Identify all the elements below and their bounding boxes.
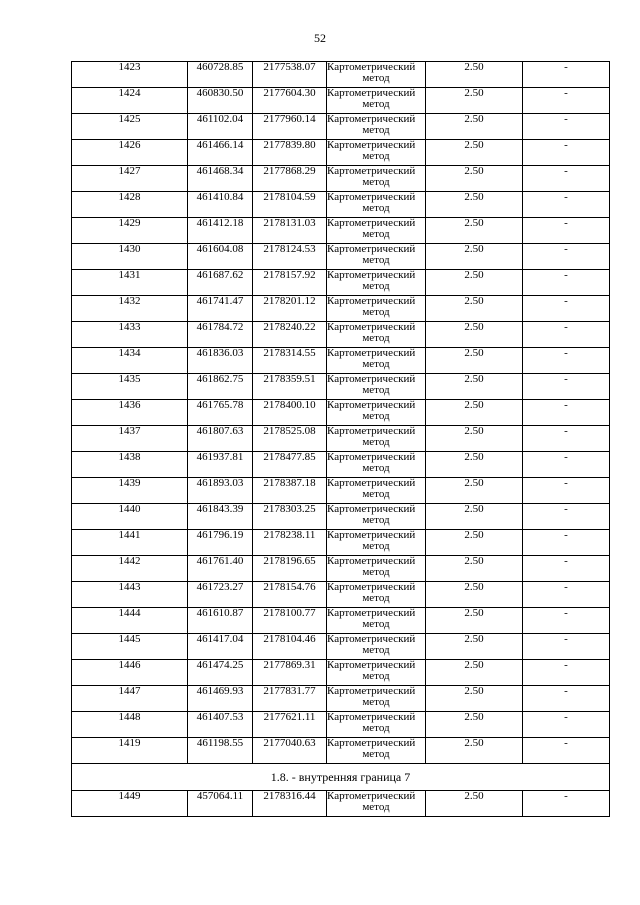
accuracy-cell: 2.50 bbox=[426, 530, 523, 556]
point-number-cell: 1419 bbox=[72, 738, 188, 764]
method-line-2: метод bbox=[362, 150, 390, 162]
y-coordinate-cell: 2177839.80 bbox=[253, 140, 327, 166]
accuracy-cell: 2.50 bbox=[426, 686, 523, 712]
method-line-2: метод bbox=[362, 228, 390, 240]
point-number-cell: 1447 bbox=[72, 686, 188, 712]
note-cell: - bbox=[523, 686, 610, 712]
section-heading: 1.8. - внутренняя граница 7 bbox=[72, 764, 610, 791]
point-number-cell: 1433 bbox=[72, 322, 188, 348]
method-line-2: метод bbox=[362, 436, 390, 448]
table-body-after bbox=[72, 791, 610, 817]
point-number-cell: 1423 bbox=[72, 62, 188, 88]
method-cell bbox=[327, 88, 426, 114]
y-coordinate-cell: 2178400.10 bbox=[253, 400, 327, 426]
table-row bbox=[72, 686, 610, 712]
note-cell: - bbox=[523, 582, 610, 608]
point-number-cell: 1427 bbox=[72, 166, 188, 192]
note-cell: - bbox=[523, 556, 610, 582]
accuracy-cell: 2.50 bbox=[426, 400, 523, 426]
note-cell: - bbox=[523, 270, 610, 296]
accuracy-cell: 2.50 bbox=[426, 374, 523, 400]
y-coordinate-cell: 2178316.44 bbox=[253, 791, 327, 817]
method-line-2: метод bbox=[362, 618, 390, 630]
method-cell bbox=[327, 114, 426, 140]
point-number-cell: 1439 bbox=[72, 478, 188, 504]
method-line-1: Картометрический bbox=[327, 555, 416, 567]
y-coordinate-cell: 2177621.11 bbox=[253, 712, 327, 738]
accuracy-cell: 2.50 bbox=[426, 140, 523, 166]
table-row bbox=[72, 791, 610, 817]
table-row bbox=[72, 322, 610, 348]
point-number-cell: 1445 bbox=[72, 634, 188, 660]
method-cell bbox=[327, 192, 426, 218]
point-number-cell: 1443 bbox=[72, 582, 188, 608]
method-line-1: Картометрический bbox=[327, 373, 416, 385]
accuracy-cell: 2.50 bbox=[426, 62, 523, 88]
method-line-2: метод bbox=[362, 306, 390, 318]
method-line-1: Картометрический bbox=[327, 659, 416, 671]
note-cell: - bbox=[523, 712, 610, 738]
table-row bbox=[72, 140, 610, 166]
coordinates-table bbox=[71, 61, 610, 817]
method-cell bbox=[327, 62, 426, 88]
table-row bbox=[72, 582, 610, 608]
method-cell bbox=[327, 582, 426, 608]
y-coordinate-cell: 2178477.85 bbox=[253, 452, 327, 478]
x-coordinate-cell: 460728.85 bbox=[188, 62, 253, 88]
note-cell: - bbox=[523, 244, 610, 270]
accuracy-cell: 2.50 bbox=[426, 192, 523, 218]
y-coordinate-cell: 2178201.12 bbox=[253, 296, 327, 322]
method-cell bbox=[327, 712, 426, 738]
point-number-cell: 1438 bbox=[72, 452, 188, 478]
note-cell: - bbox=[523, 296, 610, 322]
note-cell: - bbox=[523, 426, 610, 452]
method-line-2: метод bbox=[362, 801, 390, 813]
y-coordinate-cell: 2178359.51 bbox=[253, 374, 327, 400]
method-line-2: метод bbox=[362, 670, 390, 682]
method-cell bbox=[327, 166, 426, 192]
x-coordinate-cell: 461761.40 bbox=[188, 556, 253, 582]
table-row bbox=[72, 296, 610, 322]
method-line-2: метод bbox=[362, 514, 390, 526]
y-coordinate-cell: 2178100.77 bbox=[253, 608, 327, 634]
method-line-1: Картометрический bbox=[327, 790, 416, 802]
accuracy-cell: 2.50 bbox=[426, 166, 523, 192]
accuracy-cell: 2.50 bbox=[426, 348, 523, 374]
point-number-cell: 1431 bbox=[72, 270, 188, 296]
method-line-2: метод bbox=[362, 280, 390, 292]
x-coordinate-cell: 461466.14 bbox=[188, 140, 253, 166]
table-row bbox=[72, 244, 610, 270]
y-coordinate-cell: 2178238.11 bbox=[253, 530, 327, 556]
method-line-1: Картометрический bbox=[327, 243, 416, 255]
table-row bbox=[72, 270, 610, 296]
point-number-cell: 1442 bbox=[72, 556, 188, 582]
method-line-2: метод bbox=[362, 72, 390, 84]
y-coordinate-cell: 2178303.25 bbox=[253, 504, 327, 530]
y-coordinate-cell: 2178196.65 bbox=[253, 556, 327, 582]
method-line-1: Картометрический bbox=[327, 165, 416, 177]
point-number-cell: 1440 bbox=[72, 504, 188, 530]
note-cell: - bbox=[523, 608, 610, 634]
point-number-cell: 1426 bbox=[72, 140, 188, 166]
accuracy-cell: 2.50 bbox=[426, 426, 523, 452]
note-cell: - bbox=[523, 166, 610, 192]
note-cell: - bbox=[523, 192, 610, 218]
table-row bbox=[72, 478, 610, 504]
method-line-1: Картометрический bbox=[327, 581, 416, 593]
method-line-1: Картометрический bbox=[327, 347, 416, 359]
x-coordinate-cell: 461741.47 bbox=[188, 296, 253, 322]
x-coordinate-cell: 461784.72 bbox=[188, 322, 253, 348]
method-line-2: метод bbox=[362, 176, 390, 188]
point-number-cell: 1441 bbox=[72, 530, 188, 556]
method-line-2: метод bbox=[362, 332, 390, 344]
method-line-2: метод bbox=[362, 384, 390, 396]
accuracy-cell: 2.50 bbox=[426, 738, 523, 764]
y-coordinate-cell: 2177960.14 bbox=[253, 114, 327, 140]
table-row bbox=[72, 166, 610, 192]
point-number-cell: 1429 bbox=[72, 218, 188, 244]
y-coordinate-cell: 2178157.92 bbox=[253, 270, 327, 296]
y-coordinate-cell: 2178525.08 bbox=[253, 426, 327, 452]
table-row bbox=[72, 634, 610, 660]
method-line-1: Картометрический bbox=[327, 607, 416, 619]
table-row bbox=[72, 556, 610, 582]
table-row bbox=[72, 348, 610, 374]
note-cell: - bbox=[523, 530, 610, 556]
y-coordinate-cell: 2177538.07 bbox=[253, 62, 327, 88]
accuracy-cell: 2.50 bbox=[426, 452, 523, 478]
point-number-cell: 1428 bbox=[72, 192, 188, 218]
method-cell bbox=[327, 270, 426, 296]
note-cell: - bbox=[523, 322, 610, 348]
method-line-1: Картометрический bbox=[327, 737, 416, 749]
method-line-1: Картометрический bbox=[327, 633, 416, 645]
y-coordinate-cell: 2177604.30 bbox=[253, 88, 327, 114]
accuracy-cell: 2.50 bbox=[426, 478, 523, 504]
accuracy-cell: 2.50 bbox=[426, 270, 523, 296]
method-cell bbox=[327, 608, 426, 634]
method-cell bbox=[327, 504, 426, 530]
method-line-1: Картометрический bbox=[327, 503, 416, 515]
note-cell: - bbox=[523, 791, 610, 817]
method-line-1: Картометрический bbox=[327, 61, 416, 73]
method-cell bbox=[327, 791, 426, 817]
point-number-cell: 1449 bbox=[72, 791, 188, 817]
method-line-1: Картометрический bbox=[327, 295, 416, 307]
x-coordinate-cell: 461407.53 bbox=[188, 712, 253, 738]
table-row bbox=[72, 62, 610, 88]
method-cell bbox=[327, 556, 426, 582]
method-line-1: Картометрический bbox=[327, 529, 416, 541]
method-cell bbox=[327, 634, 426, 660]
method-line-1: Картометрический bbox=[327, 477, 416, 489]
accuracy-cell: 2.50 bbox=[426, 791, 523, 817]
x-coordinate-cell: 461723.27 bbox=[188, 582, 253, 608]
method-line-1: Картометрический bbox=[327, 685, 416, 697]
table-row bbox=[72, 452, 610, 478]
method-line-2: метод bbox=[362, 748, 390, 760]
x-coordinate-cell: 457064.11 bbox=[188, 791, 253, 817]
note-cell: - bbox=[523, 634, 610, 660]
method-line-2: метод bbox=[362, 644, 390, 656]
point-number-cell: 1425 bbox=[72, 114, 188, 140]
method-line-2: метод bbox=[362, 488, 390, 500]
accuracy-cell: 2.50 bbox=[426, 556, 523, 582]
table-row bbox=[72, 426, 610, 452]
x-coordinate-cell: 461469.93 bbox=[188, 686, 253, 712]
method-cell bbox=[327, 660, 426, 686]
table-row bbox=[72, 192, 610, 218]
accuracy-cell: 2.50 bbox=[426, 504, 523, 530]
y-coordinate-cell: 2177868.29 bbox=[253, 166, 327, 192]
method-line-1: Картометрический bbox=[327, 321, 416, 333]
table-row bbox=[72, 608, 610, 634]
method-cell bbox=[327, 400, 426, 426]
table-row bbox=[72, 530, 610, 556]
x-coordinate-cell: 461474.25 bbox=[188, 660, 253, 686]
point-number-cell: 1437 bbox=[72, 426, 188, 452]
method-line-2: метод bbox=[362, 592, 390, 604]
point-number-cell: 1432 bbox=[72, 296, 188, 322]
method-cell bbox=[327, 348, 426, 374]
x-coordinate-cell: 461198.55 bbox=[188, 738, 253, 764]
table-row bbox=[72, 738, 610, 764]
accuracy-cell: 2.50 bbox=[426, 296, 523, 322]
method-line-1: Картометрический bbox=[327, 87, 416, 99]
x-coordinate-cell: 461765.78 bbox=[188, 400, 253, 426]
table-body-before bbox=[72, 62, 610, 764]
accuracy-cell: 2.50 bbox=[426, 218, 523, 244]
note-cell: - bbox=[523, 452, 610, 478]
x-coordinate-cell: 461102.04 bbox=[188, 114, 253, 140]
y-coordinate-cell: 2177831.77 bbox=[253, 686, 327, 712]
note-cell: - bbox=[523, 88, 610, 114]
note-cell: - bbox=[523, 218, 610, 244]
note-cell: - bbox=[523, 660, 610, 686]
x-coordinate-cell: 461604.08 bbox=[188, 244, 253, 270]
table-row bbox=[72, 712, 610, 738]
method-line-2: метод bbox=[362, 98, 390, 110]
method-line-1: Картометрический bbox=[327, 191, 416, 203]
method-line-1: Картометрический bbox=[327, 399, 416, 411]
note-cell: - bbox=[523, 348, 610, 374]
y-coordinate-cell: 2178240.22 bbox=[253, 322, 327, 348]
page-number: 52 bbox=[314, 31, 326, 45]
method-cell bbox=[327, 374, 426, 400]
point-number-cell: 1436 bbox=[72, 400, 188, 426]
accuracy-cell: 2.50 bbox=[426, 244, 523, 270]
method-cell bbox=[327, 478, 426, 504]
x-coordinate-cell: 461843.39 bbox=[188, 504, 253, 530]
method-line-2: метод bbox=[362, 254, 390, 266]
method-line-2: метод bbox=[362, 358, 390, 370]
accuracy-cell: 2.50 bbox=[426, 634, 523, 660]
method-line-1: Картометрический bbox=[327, 217, 416, 229]
table-row bbox=[72, 400, 610, 426]
y-coordinate-cell: 2178387.18 bbox=[253, 478, 327, 504]
method-cell bbox=[327, 426, 426, 452]
accuracy-cell: 2.50 bbox=[426, 608, 523, 634]
accuracy-cell: 2.50 bbox=[426, 712, 523, 738]
method-line-2: метод bbox=[362, 696, 390, 708]
x-coordinate-cell: 461807.63 bbox=[188, 426, 253, 452]
method-line-2: метод bbox=[362, 540, 390, 552]
point-number-cell: 1444 bbox=[72, 608, 188, 634]
table-row bbox=[72, 660, 610, 686]
x-coordinate-cell: 461410.84 bbox=[188, 192, 253, 218]
point-number-cell: 1424 bbox=[72, 88, 188, 114]
note-cell: - bbox=[523, 140, 610, 166]
accuracy-cell: 2.50 bbox=[426, 322, 523, 348]
method-cell bbox=[327, 452, 426, 478]
x-coordinate-cell: 460830.50 bbox=[188, 88, 253, 114]
method-cell bbox=[327, 140, 426, 166]
method-line-2: метод bbox=[362, 566, 390, 578]
y-coordinate-cell: 2178124.53 bbox=[253, 244, 327, 270]
method-line-1: Картометрический bbox=[327, 425, 416, 437]
accuracy-cell: 2.50 bbox=[426, 114, 523, 140]
table-row bbox=[72, 114, 610, 140]
y-coordinate-cell: 2177869.31 bbox=[253, 660, 327, 686]
accuracy-cell: 2.50 bbox=[426, 88, 523, 114]
x-coordinate-cell: 461417.04 bbox=[188, 634, 253, 660]
method-line-2: метод bbox=[362, 124, 390, 136]
y-coordinate-cell: 2178131.03 bbox=[253, 218, 327, 244]
point-number-cell: 1435 bbox=[72, 374, 188, 400]
method-cell bbox=[327, 218, 426, 244]
x-coordinate-cell: 461937.81 bbox=[188, 452, 253, 478]
table-row bbox=[72, 88, 610, 114]
y-coordinate-cell: 2178104.46 bbox=[253, 634, 327, 660]
method-line-1: Картометрический bbox=[327, 269, 416, 281]
y-coordinate-cell: 2178154.76 bbox=[253, 582, 327, 608]
note-cell: - bbox=[523, 400, 610, 426]
y-coordinate-cell: 2177040.63 bbox=[253, 738, 327, 764]
method-line-1: Картометрический bbox=[327, 139, 416, 151]
method-line-2: метод bbox=[362, 462, 390, 474]
note-cell: - bbox=[523, 114, 610, 140]
table-row bbox=[72, 218, 610, 244]
method-line-1: Картометрический bbox=[327, 711, 416, 723]
y-coordinate-cell: 2178104.59 bbox=[253, 192, 327, 218]
method-cell bbox=[327, 738, 426, 764]
point-number-cell: 1446 bbox=[72, 660, 188, 686]
method-cell bbox=[327, 686, 426, 712]
x-coordinate-cell: 461412.18 bbox=[188, 218, 253, 244]
method-line-2: метод bbox=[362, 410, 390, 422]
section-heading-row bbox=[72, 764, 610, 791]
note-cell: - bbox=[523, 478, 610, 504]
method-cell bbox=[327, 530, 426, 556]
point-number-cell: 1430 bbox=[72, 244, 188, 270]
point-number-cell: 1448 bbox=[72, 712, 188, 738]
method-cell bbox=[327, 322, 426, 348]
method-line-2: метод bbox=[362, 722, 390, 734]
note-cell: - bbox=[523, 62, 610, 88]
x-coordinate-cell: 461796.19 bbox=[188, 530, 253, 556]
point-number-cell: 1434 bbox=[72, 348, 188, 374]
x-coordinate-cell: 461862.75 bbox=[188, 374, 253, 400]
x-coordinate-cell: 461468.34 bbox=[188, 166, 253, 192]
table-row bbox=[72, 374, 610, 400]
method-line-1: Картометрический bbox=[327, 113, 416, 125]
method-line-1: Картометрический bbox=[327, 451, 416, 463]
x-coordinate-cell: 461610.87 bbox=[188, 608, 253, 634]
method-line-2: метод bbox=[362, 202, 390, 214]
method-cell bbox=[327, 244, 426, 270]
note-cell: - bbox=[523, 504, 610, 530]
note-cell: - bbox=[523, 738, 610, 764]
accuracy-cell: 2.50 bbox=[426, 660, 523, 686]
x-coordinate-cell: 461687.62 bbox=[188, 270, 253, 296]
x-coordinate-cell: 461836.03 bbox=[188, 348, 253, 374]
accuracy-cell: 2.50 bbox=[426, 582, 523, 608]
y-coordinate-cell: 2178314.55 bbox=[253, 348, 327, 374]
table-row bbox=[72, 504, 610, 530]
x-coordinate-cell: 461893.03 bbox=[188, 478, 253, 504]
note-cell: - bbox=[523, 374, 610, 400]
method-cell bbox=[327, 296, 426, 322]
